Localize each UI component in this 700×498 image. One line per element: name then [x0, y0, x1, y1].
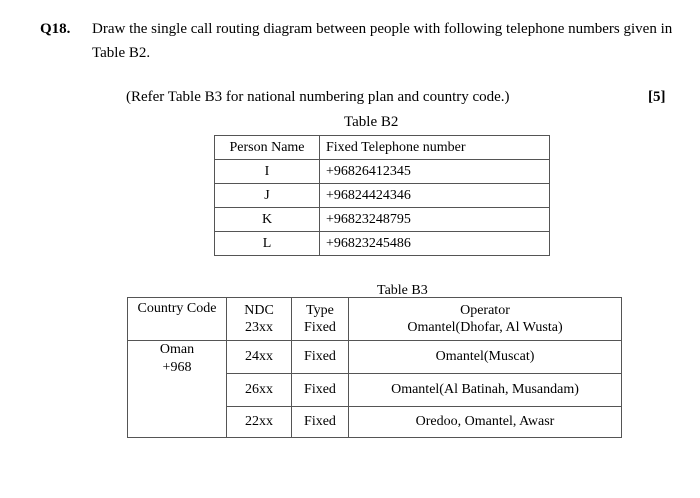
operator-header-cell — [349, 298, 622, 341]
country-code: +968 — [162, 360, 192, 375]
header-operator: Operator — [460, 303, 510, 318]
table-row — [215, 160, 550, 184]
ndc-value: 26xx — [227, 374, 292, 407]
ndc-value: 22xx — [227, 407, 292, 438]
person-name-cell: K — [215, 208, 320, 232]
reference-note: (Refer Table B3 for national numbering plan and country code.) — [126, 89, 510, 105]
table-row — [215, 208, 550, 232]
header-country-code: Country Code — [128, 298, 227, 341]
table-b2 — [214, 135, 550, 256]
ndc-value: 24xx — [227, 341, 292, 374]
table-row — [128, 341, 622, 374]
type-value: Fixed — [292, 341, 349, 374]
header-type: Type — [306, 303, 334, 318]
question-number: Q18. — [40, 21, 71, 37]
operator-value: Omantel(Al Batinah, Musandam) — [349, 374, 622, 407]
operator-value: Omantel(Dhofar, Al Wusta) — [407, 320, 563, 335]
table-header-row — [215, 136, 550, 160]
telephone-number-cell: +96826412345 — [320, 160, 550, 184]
question-marks: [5] — [648, 89, 666, 105]
header-ndc: NDC — [244, 303, 274, 318]
question-text-line1: Draw the single call routing diagram between people with following telephone numbers given in — [92, 21, 673, 37]
person-name-cell: I — [215, 160, 320, 184]
ndc-value: 23xx — [245, 320, 273, 335]
type-value: Fixed — [292, 374, 349, 407]
table-row — [215, 184, 550, 208]
country-cell — [128, 341, 227, 438]
operator-value: Omantel(Muscat) — [349, 341, 622, 374]
header-person-name: Person Name — [215, 136, 320, 160]
country-name: Oman — [159, 342, 195, 357]
person-name-cell: L — [215, 232, 320, 256]
table-b3-title: Table B3 — [377, 283, 428, 298]
telephone-number-cell: +96824424346 — [320, 184, 550, 208]
table-row — [215, 232, 550, 256]
type-value: Fixed — [304, 320, 336, 335]
operator-value: Oredoo, Omantel, Awasr — [349, 407, 622, 438]
table-b2-title: Table B2 — [344, 114, 399, 130]
question-text-line2: Table B2. — [92, 45, 151, 61]
header-fixed-telephone-number: Fixed Telephone number — [320, 136, 550, 160]
table-row — [128, 298, 622, 341]
table-b3 — [127, 297, 622, 438]
ndc-header-cell — [227, 298, 292, 341]
type-header-cell — [292, 298, 349, 341]
telephone-number-cell: +96823248795 — [320, 208, 550, 232]
telephone-number-cell: +96823245486 — [320, 232, 550, 256]
person-name-cell: J — [215, 184, 320, 208]
type-value: Fixed — [292, 407, 349, 438]
